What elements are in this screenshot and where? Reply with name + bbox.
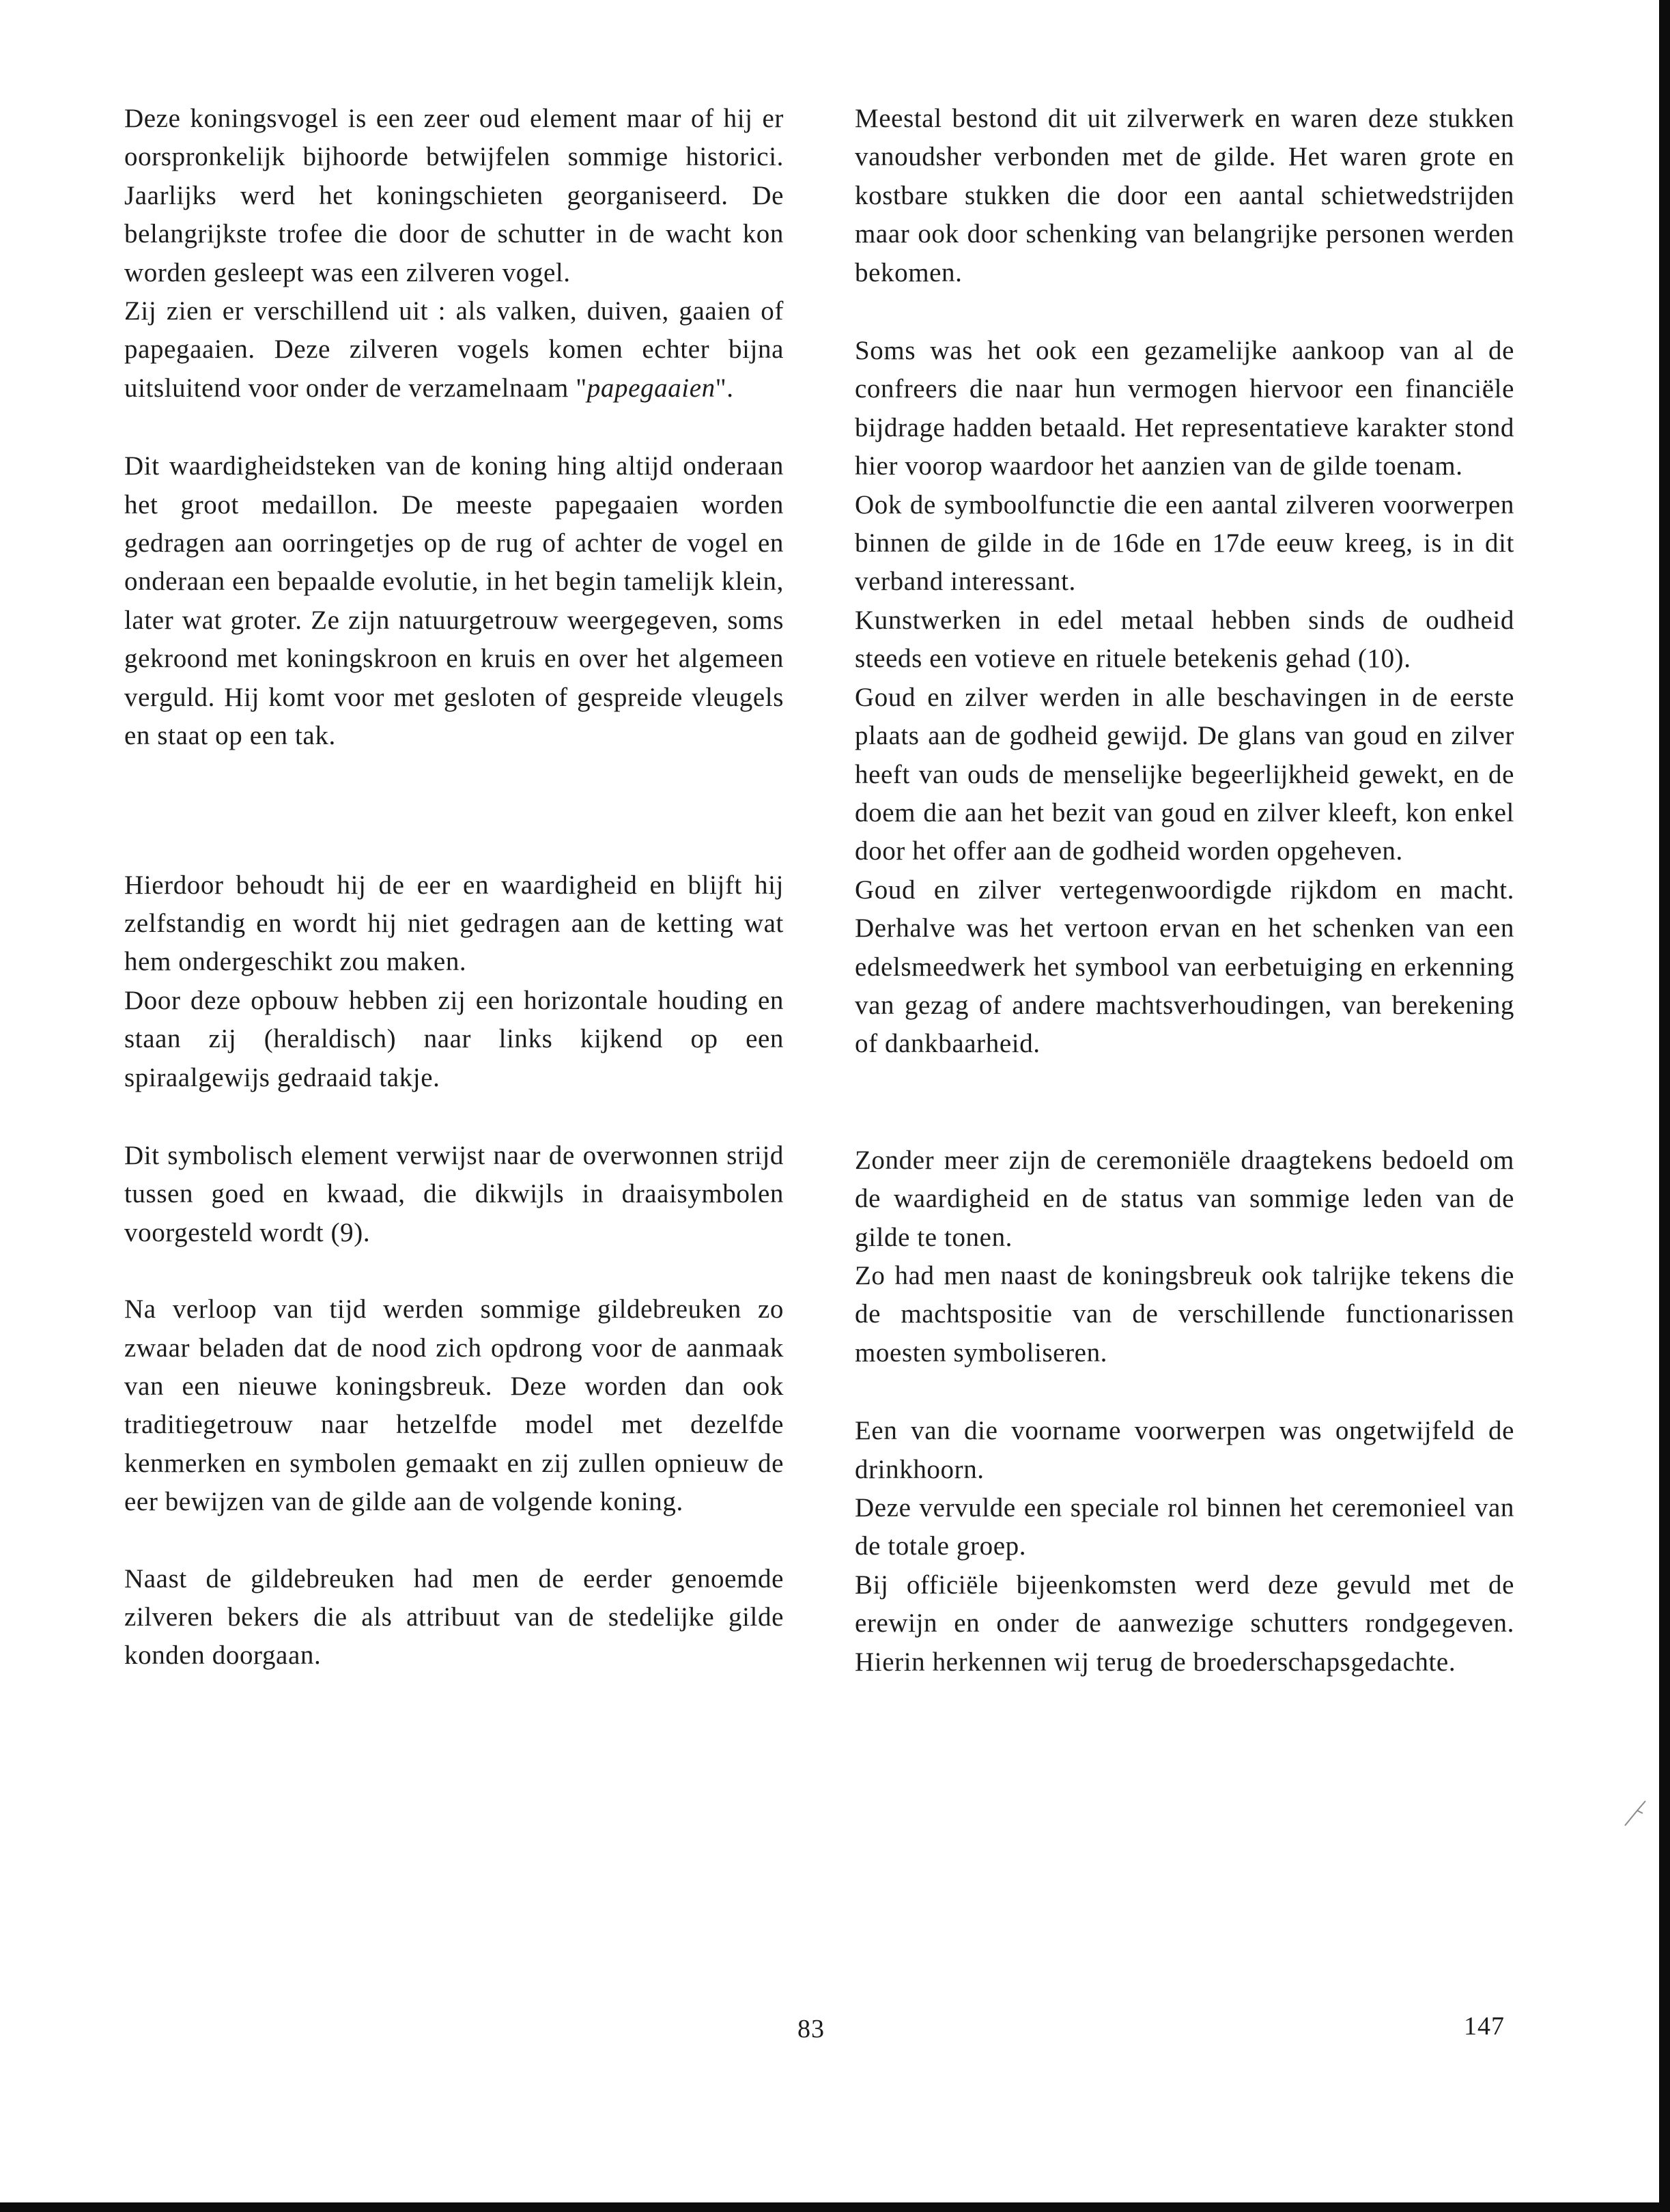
left-paragraph-1: Deze koningsvogel is een zeer oud element maar of hij er oorspronkelijk bijhoorde betwijfelen sommige historici. Jaarlijks werd het koningschieten georganiseerd. De belangrijkste trofee die door de schutter in de wacht kon worden gesleept was een zilveren vogel. [124, 104, 784, 287]
page-number-right: 147 [1464, 2012, 1505, 2041]
left-paragraph-2-end: ". [715, 373, 734, 403]
scan-mark [1622, 1796, 1650, 1830]
right-paragraph-2: Soms was het ook een gezamelijke aankoop van al de confreers die naar hun vermogen hiervoor een financiële bijdrage hadden betaald. Het representatieve karakter stond hier voorop waardoor het aanzien van de gilde toenam. [855, 336, 1514, 481]
right-paragraph-9: Een van die voorname voorwerpen was ongetwijfeld de drinkhoorn. [855, 1416, 1514, 1484]
right-paragraph-10: Deze vervulde een speciale rol binnen het ceremonieel van de totale groep. [855, 1493, 1514, 1561]
left-paragraph-2-text: Zij zien er verschillend uit : als valken, duiven, gaaien of papegaaien. Deze zilveren vogels komen echter bijna uitsluitend voor onder de verzamelnaam " [124, 296, 784, 403]
scan-right-border [1659, 0, 1670, 2212]
right-paragraph-3: Ook de symboolfunctie die een aantal zilveren voorwerpen binnen de gilde in de 16de en 17de eeuw kreeg, is in dit verband interessant. [855, 490, 1514, 597]
right-paragraph-5: Goud en zilver werden in alle beschavingen in de eerste plaats aan de godheid gewijd. De glans van goud en zilver heeft van ouds de menselijke begeerlijkheid gewekt, en de doem die aan het bezit van goud en zilver kleeft, kon enkel door het offer aan de godheid worden opgeheven. [855, 682, 1514, 866]
left-paragraph-7: Na verloop van tijd werden sommige gildebreuken zo zwaar beladen dat de nood zich opdrong voor de aanmaak van een nieuwe koningsbreuk. Deze worden dan ook traditiegetrouw naar hetzelfde model met dezelfde kenmerken en symbolen gemaakt en zij zullen opnieuw de eer bewijzen van de gilde aan de volgende koning. [124, 1294, 784, 1517]
left-paragraph-6: Dit symbolisch element verwijst naar de overwonnen strijd tussen goed en kwaad, die dikwijls in draaisymbolen voorgesteld wordt (9). [124, 1140, 784, 1247]
right-paragraph-8: Zo had men naast de koningsbreuk ook talrijke tekens die de machtspositie van de verschillende functionarissen moesten symboliseren. [855, 1260, 1514, 1367]
left-paragraph-2-italic: papegaaien [586, 373, 716, 403]
right-paragraph-7: Zonder meer zijn de ceremoniële draagtekens bedoeld om de waardigheid en de status van sommige leden van de gilde te tonen. [855, 1145, 1514, 1252]
left-paragraph-8: Naast de gildebreuken had men de eerder genoemde zilveren bekers die als attribuut van de stedelijke gilde konden doorgaan. [124, 1563, 784, 1671]
scan-bottom-border [0, 2202, 1670, 2212]
right-paragraph-4: Kunstwerken in edel metaal hebben sinds de oudheid steeds een votieve en rituele betekenis gehad (10). [855, 605, 1514, 674]
left-paragraph-4: Hierdoor behoudt hij de eer en waardigheid en blijft hij zelfstandig en wordt hij niet gedragen aan de ketting wat hem ondergeschikt zou maken. [124, 870, 784, 977]
right-paragraph-1: Meestal bestond dit uit zilverwerk en waren deze stukken vanoudsher verbonden met de gilde. Het waren grote en kostbare stukken die door een aantal schietwedstrijden maar ook door schenking van belangrijke personen werden bekomen. [855, 104, 1514, 287]
page-number-left: 83 [797, 2015, 825, 2043]
right-paragraph-11: Bij officiële bijeenkomsten werd deze gevuld met de erewijn en onder de aanwezige schutters rondgegeven. Hierin herkennen wij terug de broederschapsgedachte. [855, 1570, 1514, 1677]
right-column [855, 100, 1514, 1682]
right-paragraph-6: Goud en zilver vertegenwoordigde rijkdom en macht. Derhalve was het vertoon ervan en het schenken van een edelsmeedwerk het symbool van eerbetuiging en erkenning van gezag of andere machtsverhoudingen, van berekening of dankbaarheid. [855, 875, 1514, 1059]
left-paragraph-2 [124, 292, 784, 408]
left-column [124, 100, 784, 1675]
left-paragraph-5: Door deze opbouw hebben zij een horizontale houding en staan zij (heraldisch) naar links kijkend op een spiraalgewijs gedraaid takje. [124, 985, 784, 1092]
left-paragraph-3: Dit waardigheidsteken van de koning hing altijd onderaan het groot medaillon. De meeste papegaaien worden gedragen aan oorringetjes op de rug of achter de vogel en onderaan een bepaalde evolutie, in het begin tamelijk klein, later wat groter. Ze zijn natuurgetrouw weergegeven, soms gekroond met koningskroon en kruis en over het algemeen verguld. Hij komt voor met gesloten of gespreide vleugels en staat op een tak. [124, 451, 784, 751]
